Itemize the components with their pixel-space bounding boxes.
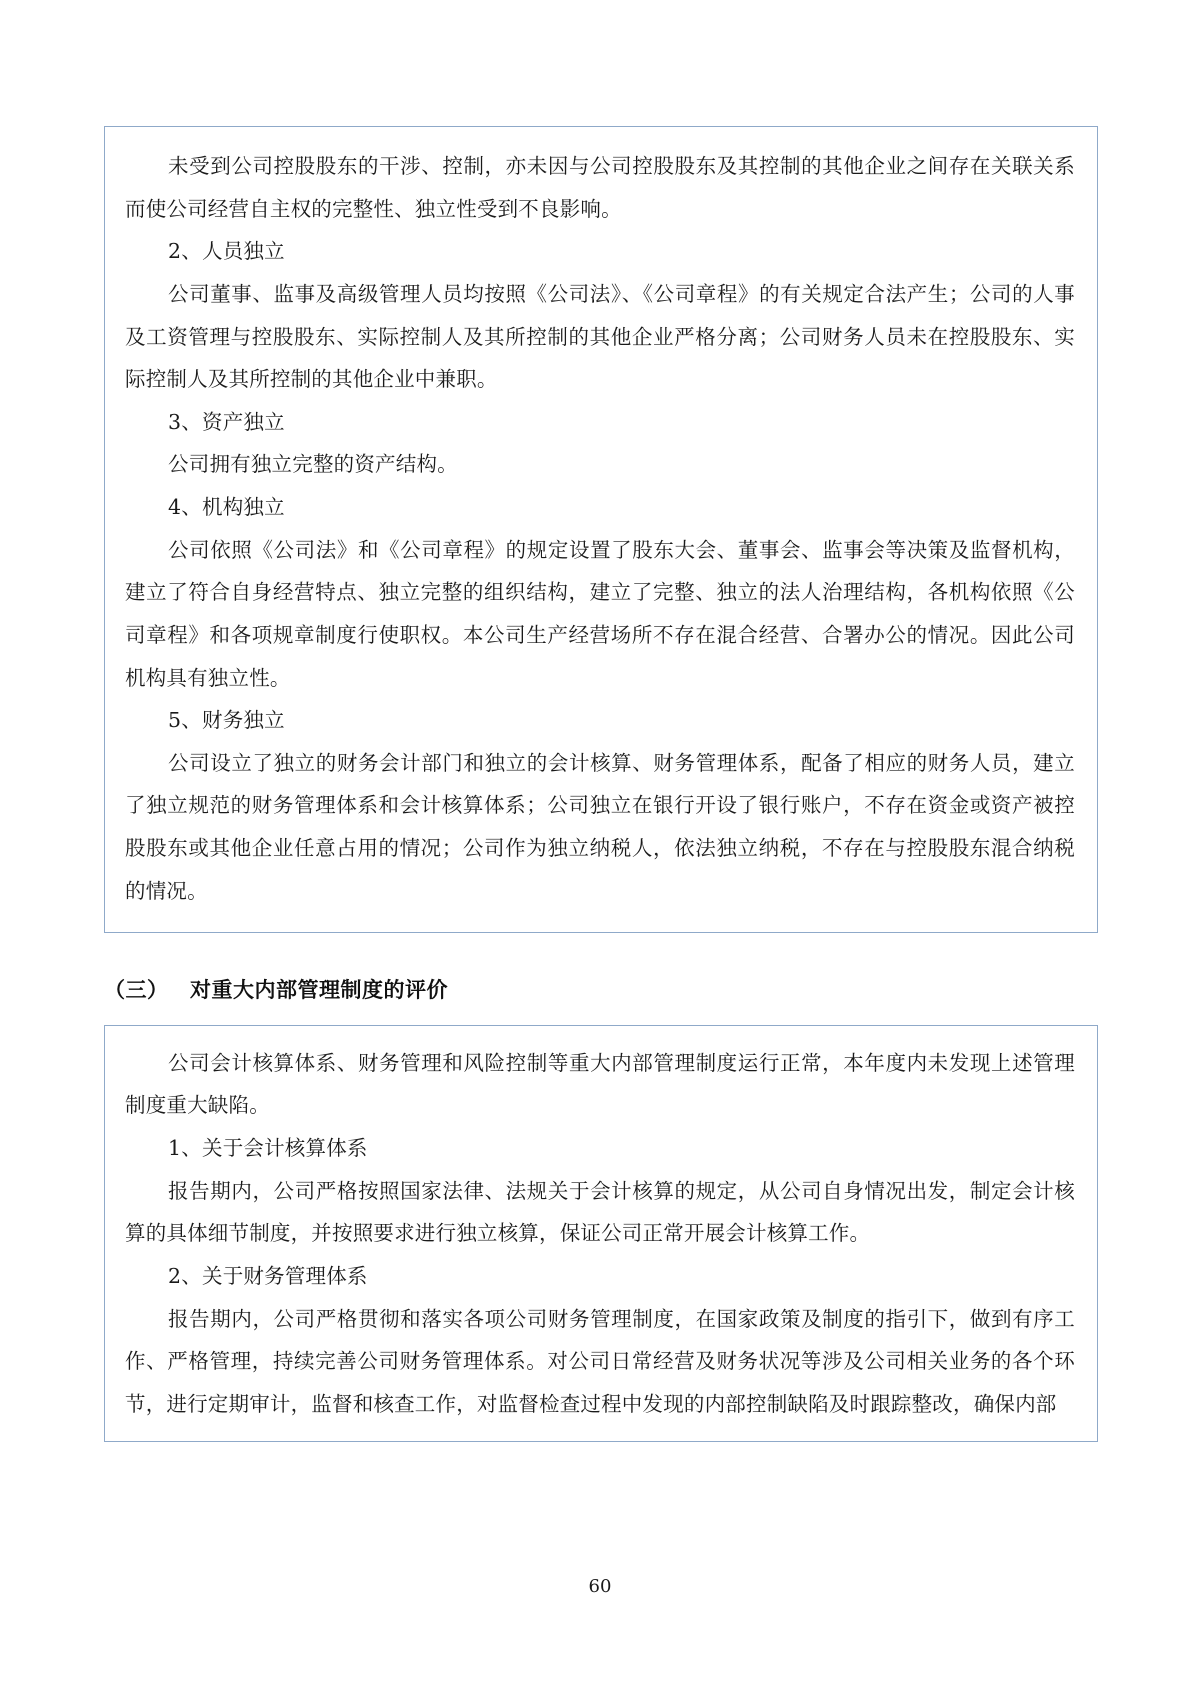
paragraph: 公司设立了独立的财务会计部门和独立的会计核算、财务管理体系，配备了相应的财务人员，建立了独立规范的财务管理体系和会计核算体系；公司独立在银行开设了银行账户，不存在资金或资产被控股股东或其他企业任意占用的情况；公司作为独立纳税人，依法独立纳税，不存在与控股股东混合纳税的情况。 bbox=[125, 750, 1075, 903]
paragraph: 公司董事、监事及高级管理人员均按照《公司法》、《公司章程》的有关规定合法产生；公司的人事及工资管理与控股股东、实际控制人及其所控制的其他企业严格分离；公司财务人员未在控股股东、实际控制人及其所控制的其他企业中兼职。 bbox=[125, 281, 1075, 392]
independence-section-box bbox=[104, 126, 1098, 933]
subheading-financial-management-system: 2、关于财务管理体系 bbox=[168, 1263, 368, 1288]
subheading-financial-independence: 5、财务独立 bbox=[168, 708, 285, 733]
paragraph: 报告期内，公司严格按照国家法律、法规关于会计核算的规定，从公司自身情况出发，制定会计核算的具体细节制度，并按照要求进行独立核算，保证公司正常开展会计核算工作。 bbox=[125, 1178, 1075, 1246]
section-heading-label: （三） bbox=[104, 977, 169, 1003]
subheading-asset-independence: 3、资产独立 bbox=[168, 409, 285, 434]
paragraph: 未受到公司控股股东的干涉、控制，亦未因与公司控股股东及其控制的其他企业之间存在关联关系而使公司经营自主权的完整性、独立性受到不良影响。 bbox=[125, 154, 1075, 221]
paragraph: 公司会计核算体系、财务管理和风险控制等重大内部管理制度运行正常，本年度内未发现上述管理制度重大缺陷。 bbox=[125, 1050, 1075, 1118]
subheading-accounting-system: 1、关于会计核算体系 bbox=[168, 1136, 368, 1161]
page-number: 60 bbox=[588, 1576, 612, 1597]
subheading-personnel-independence: 2、人员独立 bbox=[168, 239, 285, 264]
internal-management-evaluation-box bbox=[104, 1025, 1098, 1443]
section-heading bbox=[104, 973, 1098, 1007]
subheading-organization-independence: 4、机构独立 bbox=[168, 495, 285, 519]
paragraph: 公司拥有独立完整的资产结构。 bbox=[168, 452, 458, 477]
section-heading-title: 对重大内部管理制度的评价 bbox=[190, 977, 448, 1003]
page-content bbox=[104, 126, 1098, 1442]
paragraph: 报告期内，公司严格贯彻和落实各项公司财务管理制度，在国家政策及制度的指引下，做到有序工作、严格管理，持续完善公司财务管理体系。对公司日常经营及财务状况等涉及公司相关业务的各个环节，进行定期审计，监督和核查工作，对监督检查过程中发现的内部控制缺陷及时跟踪整改，确保内部 bbox=[125, 1306, 1075, 1416]
paragraph: 公司依照《公司法》和《公司章程》的规定设置了股东大会、董事会、监事会等决策及监督机构，建立了符合自身经营特点、独立完整的组织结构，建立了完整、独立的法人治理结构，各机构依照《公司章程》和各项规章制度行使职权。本公司生产经营场所不存在混合经营、合署办公的情况。因此公司机构具有独立性。 bbox=[125, 537, 1075, 690]
